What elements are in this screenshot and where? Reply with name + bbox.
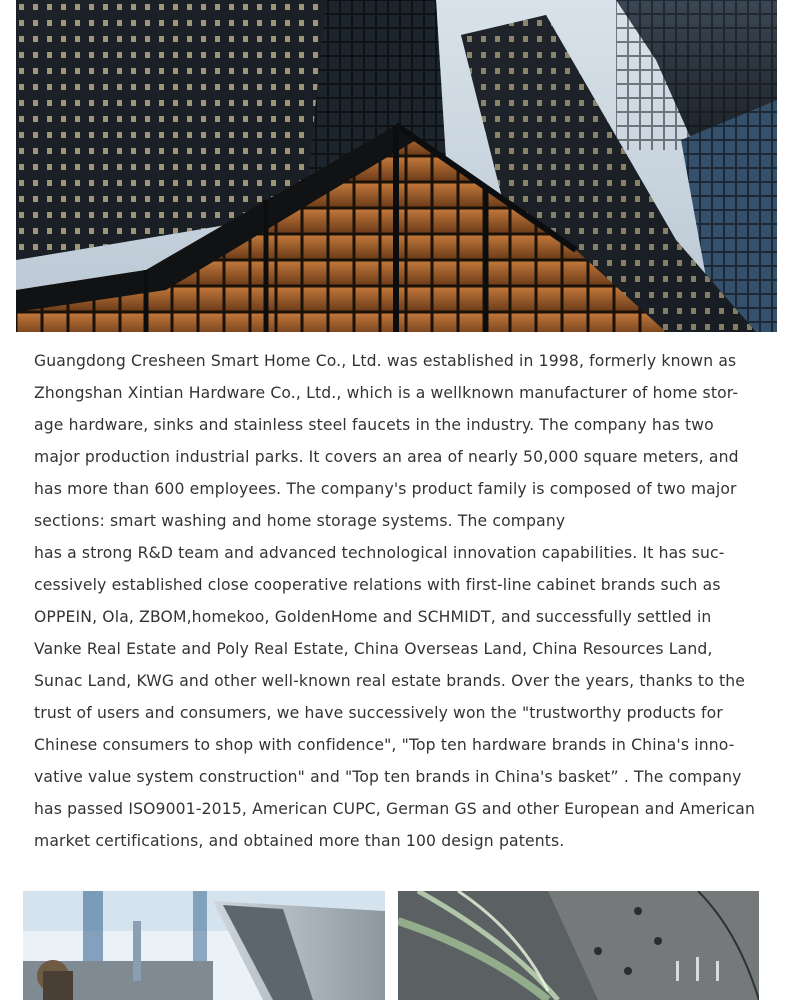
hero-image [16, 0, 777, 332]
description-line: sections: smart washing and home storage systems. The company [34, 512, 566, 530]
description-line: major production industrial parks. It covers an area of nearly 50,000 square meters, and [34, 448, 739, 466]
description-line: OPPEIN, Ola, ZBOM,homekoo, GoldenHome and SCHMIDT, and successfully settled in [34, 608, 712, 626]
factory-photo-left [23, 891, 385, 1000]
press-brake-machine-photo-icon [23, 891, 385, 1000]
skyscrapers-photo-icon [16, 0, 777, 332]
description-line: has a strong R&D team and advanced technological innovation capabilities. It has suc- [34, 544, 725, 562]
description-line: Guangdong Cresheen Smart Home Co., Ltd. was established in 1998, formerly known as [34, 352, 737, 370]
description-line: Chinese consumers to shop with confidence", "Top ten hardware brands in China's inno- [34, 736, 735, 754]
description-line: market certifications, and obtained more than 100 design patents. [34, 832, 565, 850]
description-line: trust of users and consumers, we have successively won the "trustworthy products for [34, 704, 723, 722]
factory-photo-right [398, 891, 759, 1000]
description-line: Sunac Land, KWG and other well-known real estate brands. Over the years, thanks to the [34, 672, 746, 690]
description-line: age hardware, sinks and stainless steel faucets in the industry. The company has two [34, 416, 714, 434]
laser-cutting-photo-icon [398, 891, 759, 1000]
description-line: cessively established close cooperative relations with first-line cabinet brands such as [34, 576, 721, 594]
company-description [34, 345, 758, 857]
description-line: has passed ISO9001-2015, American CUPC, German GS and other European and American [34, 800, 756, 818]
description-line: has more than 600 employees. The company's product family is composed of two major [34, 480, 737, 498]
description-line: Zhongshan Xintian Hardware Co., Ltd., which is a wellknown manufacturer of home stor- [34, 384, 739, 402]
description-line: Vanke Real Estate and Poly Real Estate, China Overseas Land, China Resources Land, [34, 640, 713, 658]
description-line: vative value system construction" and "Top ten brands in China's basket” . The company [34, 768, 742, 786]
